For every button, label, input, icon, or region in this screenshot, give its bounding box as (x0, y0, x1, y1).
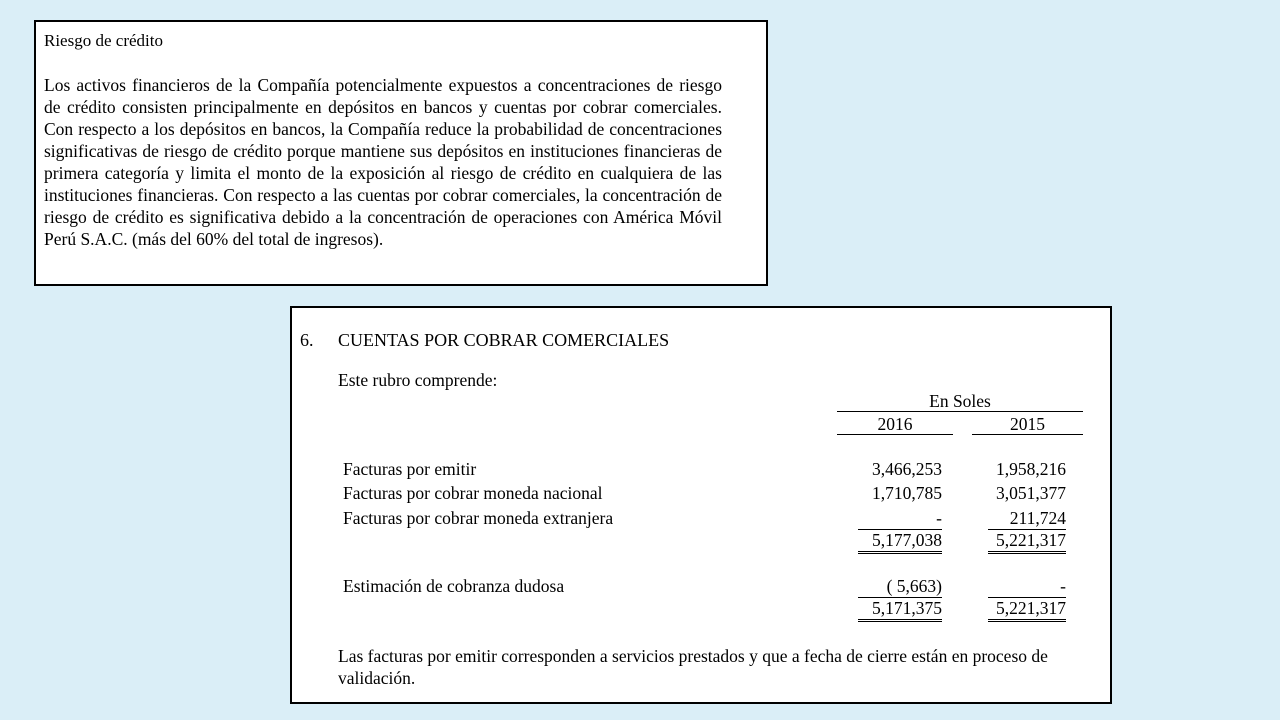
row-value-2015: 3,051,377 (996, 483, 1066, 503)
column-header-2016: 2016 (877, 414, 913, 434)
row-value-2015: 1,958,216 (996, 459, 1066, 479)
allowance-2016: ( 5,663) (858, 576, 942, 598)
column-rule-2016 (837, 434, 953, 435)
section-number: 6. (300, 330, 314, 350)
section-title: CUENTAS POR COBRAR COMERCIALES (338, 330, 670, 350)
credit-risk-title: Riesgo de crédito (44, 31, 163, 50)
row-label: Facturas por cobrar moneda extranjera (343, 508, 614, 528)
row-label: Facturas por cobrar moneda nacional (343, 483, 603, 503)
allowance-label: Estimación de cobranza dudosa (343, 576, 565, 596)
allowance-2015: - (988, 576, 1066, 598)
column-header-2015: 2015 (1010, 414, 1045, 434)
row-label: Facturas por emitir (343, 459, 477, 479)
column-rule-2015 (972, 434, 1083, 435)
header-rule (837, 411, 1083, 412)
currency-header: En Soles (929, 391, 991, 411)
subtotal-2016: 5,177,038 (858, 530, 942, 554)
receivables-panel (290, 306, 1112, 704)
row-value-2016: 3,466,253 (872, 459, 942, 479)
total-2015: 5,221,317 (988, 598, 1066, 622)
row-value-2015: 211,724 (988, 508, 1066, 530)
subtotal-2015: 5,221,317 (988, 530, 1066, 554)
row-value-2016: 1,710,785 (872, 483, 942, 503)
credit-risk-paragraph: Los activos financieros de la Compañía potencialmente expuestos a concentraciones de riesgo de crédito consisten principalmente en depósitos en bancos y cuentas por cobrar comerciales. Con respecto a los depósitos en bancos, la Compañía reduce la probabilidad de concentraciones significativas de riesgo de crédito porque mantiene sus depósitos en instituciones financieras de primera categoría y limita el monto de la exposición al riesgo de crédito en cualquiera de las instituciones financieras. Con respecto a las cuentas por cobrar comerciales, la concentración de riesgo de crédito es significativa debido a la concentración de operaciones con América Móvil Perú S.A.C. (más del 60% del total de ingresos). (44, 75, 722, 249)
total-2016: 5,171,375 (858, 598, 942, 622)
row-value-2016: - (858, 508, 942, 530)
credit-risk-panel (34, 20, 768, 286)
section-intro: Este rubro comprende: (338, 370, 498, 390)
receivables-note: Las facturas por emitir corresponden a servicios prestados y que a fecha de cierre están en proceso de validación. (338, 646, 1048, 688)
